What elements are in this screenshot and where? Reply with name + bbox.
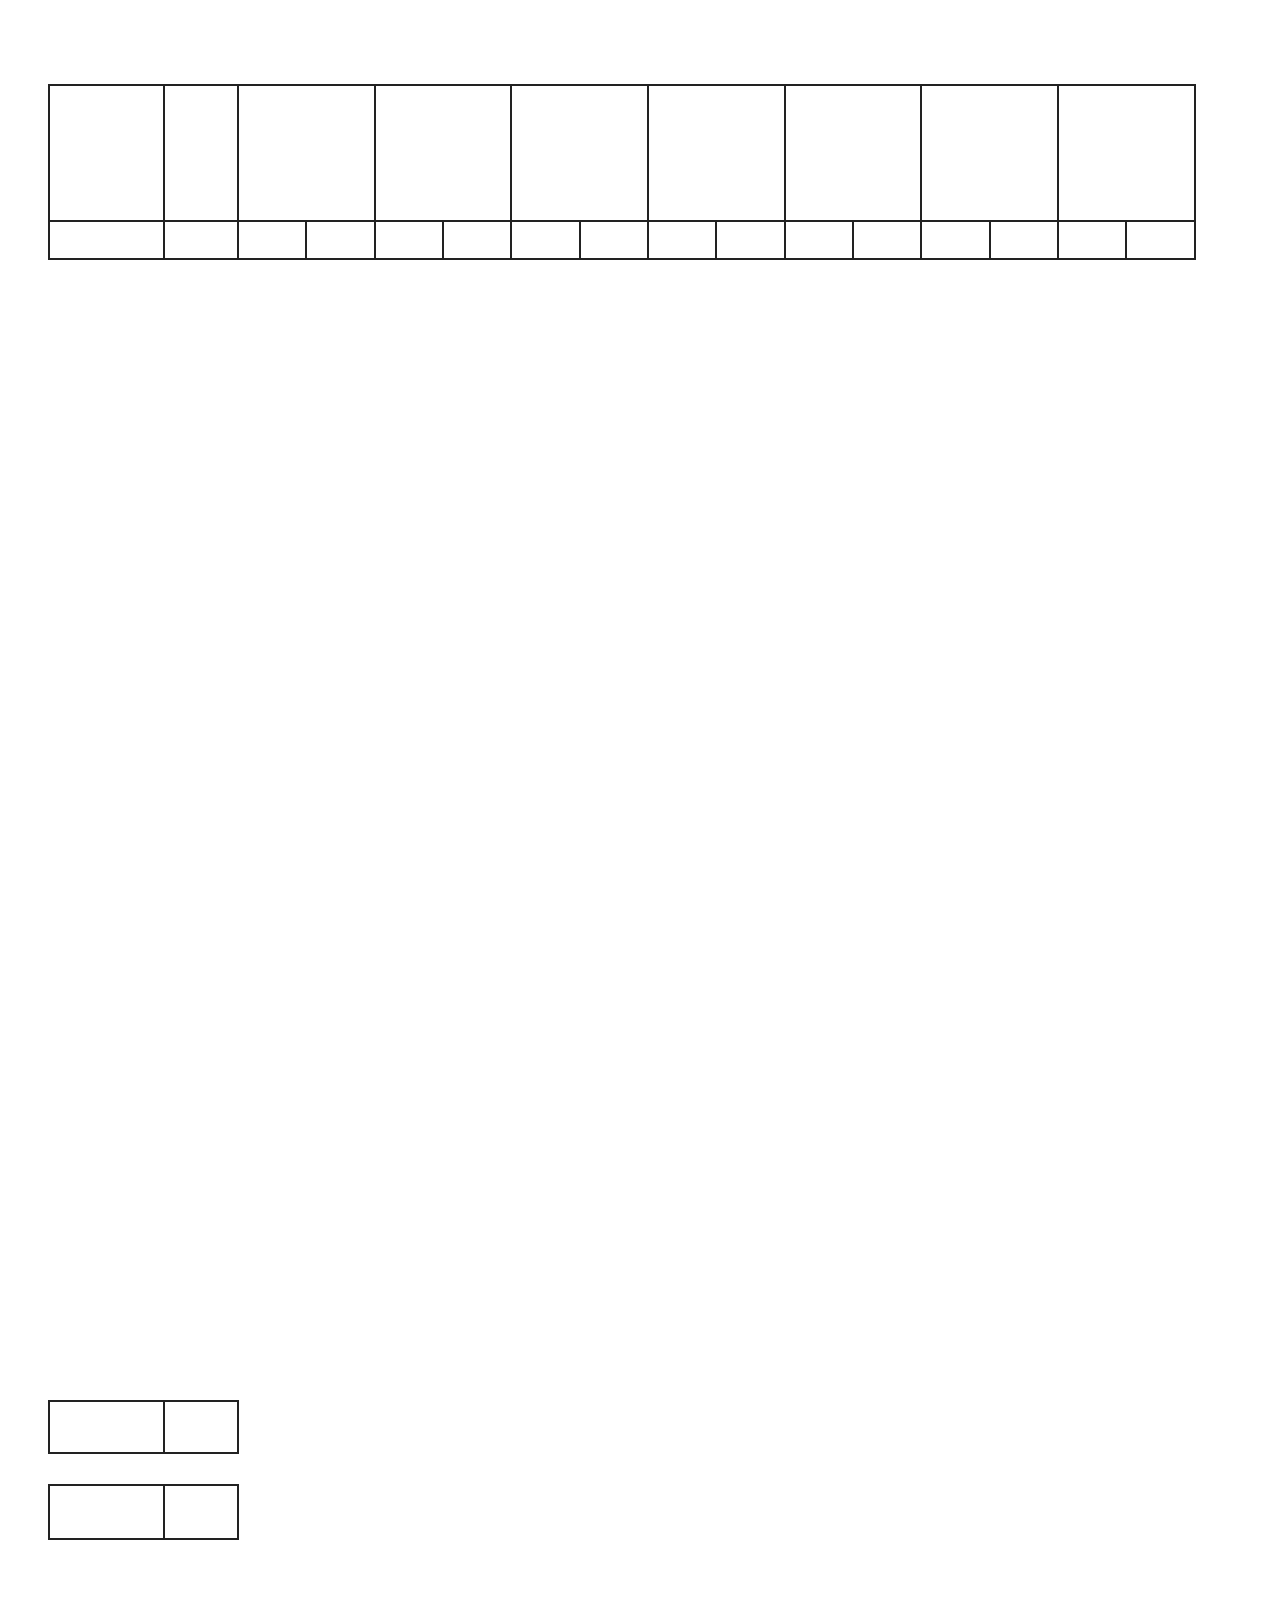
header-m — [375, 221, 443, 259]
total-empty — [164, 1401, 238, 1453]
header-f — [853, 221, 921, 259]
header-f — [306, 221, 374, 259]
header-f — [580, 221, 648, 259]
header-party-independent — [1058, 85, 1195, 221]
header-empty — [164, 221, 238, 259]
seats-sheet — [48, 84, 1196, 1584]
legend-empty — [48, 1454, 163, 1484]
header-m — [648, 221, 716, 259]
header-party-mlp — [238, 85, 375, 221]
total-table — [48, 1400, 1196, 1454]
header-m — [785, 221, 853, 259]
header-table — [48, 84, 1196, 260]
total-label — [49, 1401, 164, 1453]
header-f — [1126, 221, 1195, 259]
header-m — [511, 221, 579, 259]
header-city — [49, 85, 164, 221]
header-party-mmm — [375, 85, 512, 221]
header-f — [716, 221, 784, 259]
legend-empty — [163, 1454, 238, 1484]
header-m — [238, 221, 306, 259]
header-f — [990, 221, 1058, 259]
grand-total-empty — [164, 1485, 238, 1539]
total-mf-legend — [48, 1454, 1196, 1484]
header-f — [443, 221, 511, 259]
header-empty — [49, 221, 164, 259]
header-party-eam — [921, 85, 1058, 221]
header-party-rea — [648, 85, 785, 221]
header-m — [921, 221, 989, 259]
header-party-nd — [511, 85, 648, 221]
grand-total-table — [48, 1484, 1196, 1540]
header-party-reform — [785, 85, 922, 221]
header-m — [1058, 221, 1126, 259]
header-ward — [164, 85, 238, 221]
grand-total-label — [49, 1485, 164, 1539]
